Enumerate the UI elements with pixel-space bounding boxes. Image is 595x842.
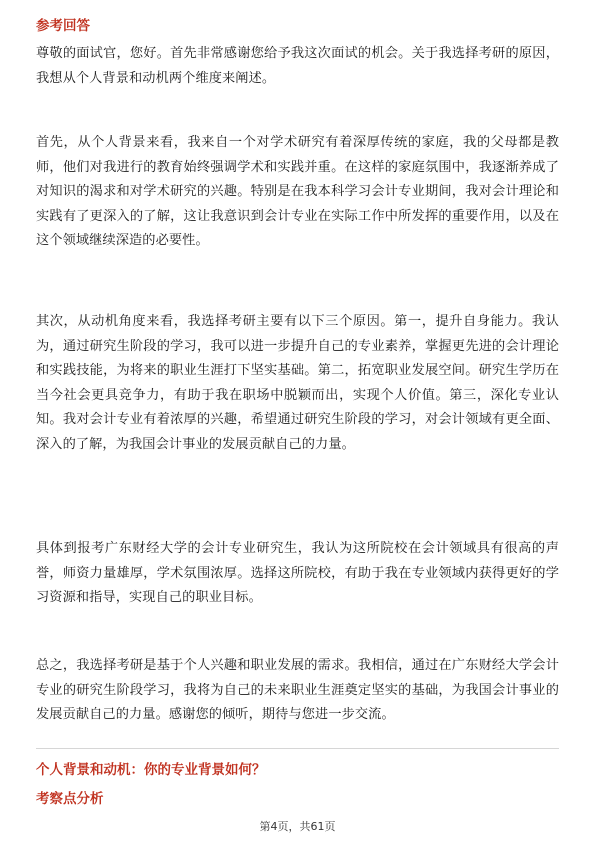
analysis-heading: 考察点分析 xyxy=(36,791,104,807)
paragraph-background: 首先，从个人背景来看，我来自一个对学术研究有着深厚传统的家庭，我的父母都是教师，他们对我进行的教育始终强调学术和实践并重。在这样的家庭氛围中，我逐渐养成了对知识的渴求和对学术研究的兴趣。特别是在我本科学习会计专业期间，我对会计理论和实践有了更深入的了解，这让我意识到会计专业在实际工作中所发挥的重要作用，以及在这个领域继续深造的必要性。 xyxy=(36,135,559,249)
answer-heading: 参考回答 xyxy=(36,18,90,34)
paragraph-university: 具体到报考广东财经大学的会计专业研究生，我认为这所院校在会计领域具有很高的声誉，师资力量雄厚，学术氛围浓厚。选择这所院校，有助于我在专业领域内获得更好的学习资源和指导，实现自己的职业目标。 xyxy=(36,541,559,606)
section-divider xyxy=(36,748,559,749)
paragraph-motivation: 其次，从动机角度来看，我选择考研主要有以下三个原因。第一，提升自身能力。我认为，通过研究生阶段的学习，我可以进一步提升自己的专业素养，掌握更先进的会计理论和实践技能，为将来的职业生涯打下坚实基础。第二，拓宽职业发展空间。研究生学历在当今社会更具竞争力，有助于我在职场中脱颖而出，实现个人价值。第三，深化专业认知。我对会计专业有着浓厚的兴趣，希望通过研究生阶段的学习，对会计领域有更全面、深入的了解，为我国会计事业的发展贡献自己的力量。 xyxy=(36,314,559,452)
paragraph-conclusion: 总之，我选择考研是基于个人兴趣和职业发展的需求。我相信，通过在广东财经大学会计专业的研究生阶段学习，我将为自己的未来职业生涯奠定坚实的基础，为我国会计事业的发展贡献自己的力量。感谢您的倾听，期待与您进一步交流。 xyxy=(36,658,559,723)
page-number: 第4页，共61页 xyxy=(259,820,336,833)
question-heading: 个人背景和动机：你的专业背景如何？ xyxy=(36,762,266,778)
paragraph-intro: 尊敬的面试官，您好。首先非常感谢您给予我这次面试的机会。关于我选择考研的原因，我想从个人背景和动机两个维度来阐述。 xyxy=(36,46,559,86)
